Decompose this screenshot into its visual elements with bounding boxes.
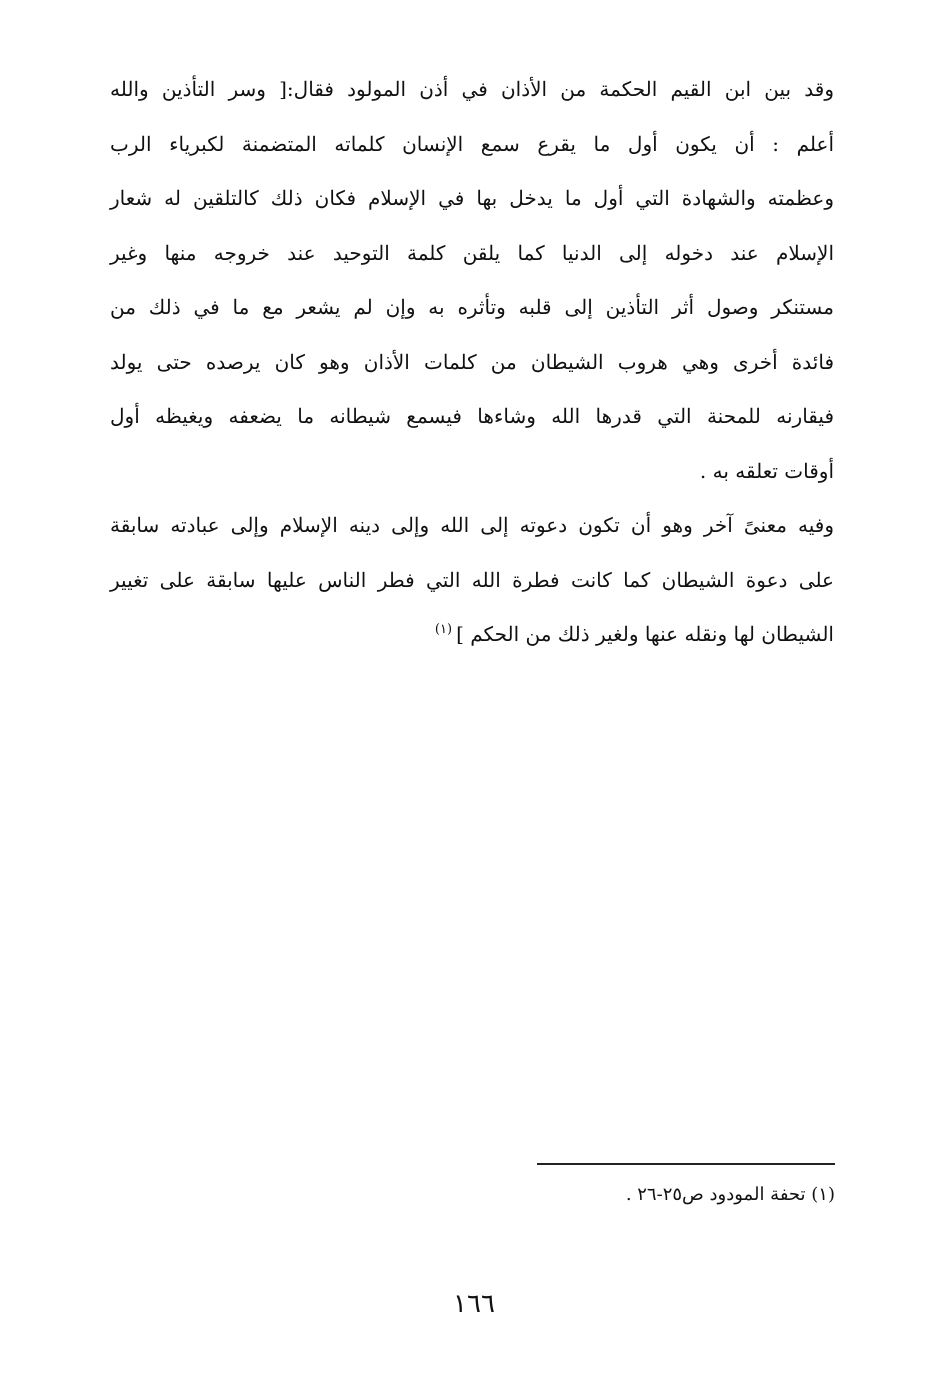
text-line: أعلم : أن يكون أول ما يقرع سمع الإنسان كلماته المتضمنة لكبرياء الرب (110, 131, 834, 156)
main-text (110, 62, 834, 662)
paragraph-1 (110, 62, 834, 498)
text-line: أوقات تعلقه به . (699, 458, 834, 483)
text-line: فائدة أخرى وهي هروب الشيطان من كلمات الأذان وهو كان يرصده حتى يولد (110, 349, 834, 374)
text-line: الشيطان لها ونقله عنها ولغير ذلك من الحكم ] (456, 622, 834, 646)
text-line: الإسلام عند دخوله إلى الدنيا كما يلقن كلمة التوحيد عند خروجه منها وغير (110, 240, 834, 265)
footnote-marker[interactable]: (١) (434, 622, 453, 638)
text-line: وقد بين ابن القيم الحكمة من الأذان في أذن المولود فقال:[ وسر التأذين والله (110, 77, 834, 101)
text-line: وعظمته والشهادة التي أول ما يدخل بها في الإسلام فكان ذلك كالتلقين له شعار (110, 186, 834, 210)
page-number: ١٦٦ (453, 1289, 495, 1319)
text-line: على دعوة الشيطان كما كانت فطرة الله التي فطر الناس عليها سابقة على تغيير (110, 567, 834, 592)
text-line: مستنكر وصول أثر التأذين إلى قلبه وتأثره به وإن لم يشعر مع ما في ذلك من (110, 295, 834, 319)
text-line: فيقارنه للمحنة التي قدرها الله وشاءها فيسمع شيطانه ما يضعفه ويغيظه أول (110, 404, 834, 428)
paragraph-2 (110, 498, 834, 662)
text-line-with-footnote (110, 607, 834, 662)
footnote: (١) تحفة المودود ص٢٥-٢٦ . (625, 1184, 835, 1205)
footnote-divider (537, 1163, 835, 1165)
text-line: وفيه معنىً آخر وهو أن تكون دعوته إلى الله وإلى دينه الإسلام وإلى عبادته سابقة (110, 513, 834, 537)
